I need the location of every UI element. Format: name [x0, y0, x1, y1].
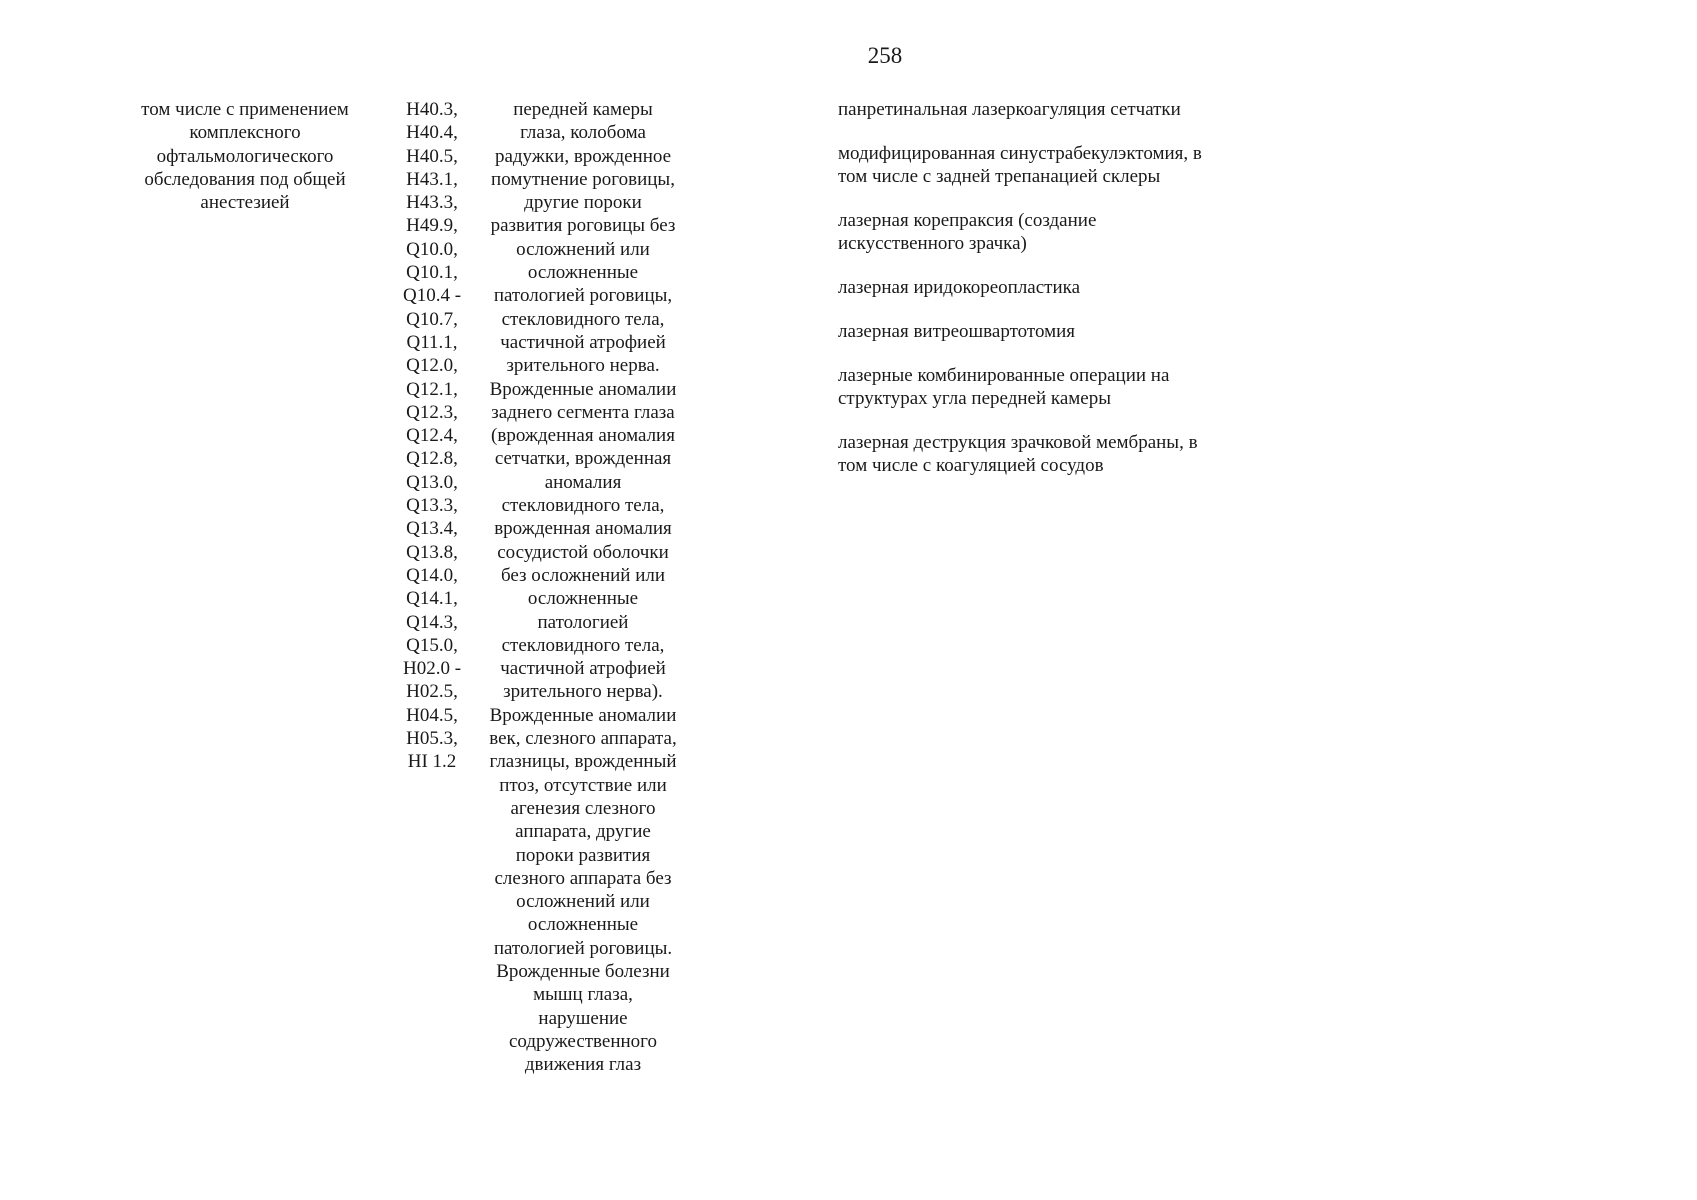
- diagnosis-line: мышц глаза,: [533, 984, 633, 1006]
- page-number: 258: [867, 43, 903, 68]
- diagnosis-line: глазницы, врожденный: [489, 751, 677, 773]
- icd-code: Q13.0,: [406, 471, 458, 493]
- diagnosis-line: осложнений или: [516, 891, 650, 913]
- diagnosis-line: нарушение: [538, 1007, 628, 1029]
- icd-code: Q10.1,: [406, 262, 458, 284]
- diagnosis-line: агенезия слезного: [510, 797, 656, 819]
- icd-code: H02.5,: [406, 681, 458, 703]
- method-item: лазерные комбинированные операции на структурах угла передней камеры: [838, 364, 1170, 409]
- treatment-line: анестезией: [200, 192, 290, 214]
- method-item: модифицированная синустрабекулэктомия, в том числе с задней трепанацией склеры: [838, 142, 1202, 188]
- icd-code: Q10.4 -: [402, 285, 462, 307]
- diagnosis-line: патологией роговицы.: [493, 937, 673, 959]
- icd-code: Q10.0,: [406, 238, 458, 260]
- treatment-column: [125, 98, 365, 214]
- method-item: лазерная иридокореопластика: [838, 276, 1081, 298]
- icd-code: H40.3,: [406, 99, 458, 120]
- diagnosis-line: (врожденная аномалия: [491, 425, 675, 447]
- icd-code: Q15.0,: [406, 634, 458, 656]
- methods-column: [838, 98, 1268, 498]
- diagnosis-line: содружественного: [508, 1030, 658, 1052]
- icd-code: Q12.4,: [406, 425, 458, 447]
- icd-code: H05.3,: [406, 728, 458, 750]
- diagnosis-line: век, слезного аппарата,: [489, 728, 677, 750]
- diagnosis-line: движения глаз: [524, 1054, 642, 1076]
- diagnosis-line: врожденная аномалия: [494, 518, 672, 540]
- icd-code: Q13.3,: [406, 495, 458, 517]
- diagnosis-column: [478, 98, 688, 1076]
- diagnosis-line: стекловидного тела,: [501, 308, 665, 330]
- icd-code: Q12.0,: [406, 355, 458, 377]
- diagnosis-line: без осложнений или: [500, 564, 666, 586]
- icd-codes-column: [396, 98, 468, 774]
- diagnosis-line: другие пороки: [524, 192, 642, 214]
- icd-code: Q12.3,: [406, 401, 458, 423]
- treatment-line: комплексного: [189, 122, 301, 144]
- icd-code: H43.3,: [406, 192, 458, 214]
- icd-code: H04.5,: [406, 704, 458, 726]
- diagnosis-line: осложненные: [527, 914, 639, 936]
- icd-code: Q14.1,: [406, 588, 458, 610]
- treatment-line: том числе с применением: [141, 99, 349, 120]
- diagnosis-line: сетчатки, врожденная: [494, 448, 672, 470]
- diagnosis-line: заднего сегмента глаза: [491, 401, 675, 423]
- icd-code: HI 1.2: [407, 751, 457, 773]
- icd-code: Q12.8,: [406, 448, 458, 470]
- diagnosis-line: частичной атрофией: [500, 658, 666, 680]
- diagnosis-line: слезного аппарата без: [494, 867, 672, 889]
- diagnosis-line: пороки развития: [515, 844, 651, 866]
- diagnosis-line: помутнение роговицы,: [491, 168, 675, 190]
- icd-code: Q11.1,: [406, 331, 458, 353]
- diagnosis-line: сосудистой оболочки: [497, 541, 669, 563]
- method-item: лазерная витреошвартотомия: [838, 320, 1076, 342]
- diagnosis-line: осложнений или: [516, 238, 650, 260]
- diagnosis-line: аппарата, другие: [515, 821, 651, 843]
- diagnosis-line: частичной атрофией: [500, 331, 666, 353]
- method-item: лазерная деструкция зрачковой мембраны, в том числе с коагуляцией сосудов: [838, 431, 1198, 476]
- diagnosis-line: зрительного нерва).: [503, 681, 663, 703]
- icd-code: Q10.7,: [406, 308, 458, 330]
- icd-code: H02.0 -: [402, 658, 462, 680]
- diagnosis-line: осложненные: [527, 588, 639, 610]
- icd-code: Q13.4,: [406, 518, 458, 540]
- diagnosis-line: стекловидного тела,: [501, 634, 665, 656]
- diagnosis-line: птоз, отсутствие или: [499, 774, 667, 796]
- diagnosis-line: патологией роговицы,: [493, 285, 673, 307]
- diagnosis-line: Врожденные болезни: [496, 960, 670, 982]
- diagnosis-line: передней камеры: [513, 99, 653, 120]
- icd-code: Q14.0,: [406, 564, 458, 586]
- diagnosis-line: радужки, врожденное: [494, 145, 672, 167]
- diagnosis-line: Врожденные аномалии: [489, 378, 677, 400]
- method-item: лазерная корепраксия (создание искусственного зрачка): [838, 209, 1097, 255]
- diagnosis-line: глаза, колобома: [520, 122, 646, 144]
- icd-code: H40.4,: [406, 122, 458, 144]
- icd-code: Q13.8,: [406, 541, 458, 563]
- diagnosis-line: осложненные: [527, 262, 639, 284]
- treatment-line: офтальмологического: [156, 145, 334, 167]
- icd-code: Q14.3,: [406, 611, 458, 633]
- diagnosis-line: зрительного нерва.: [506, 355, 660, 377]
- icd-code: Q12.1,: [406, 378, 458, 400]
- icd-code: H43.1,: [406, 168, 458, 190]
- diagnosis-line: Врожденные аномалии: [489, 704, 677, 726]
- icd-code: H40.5,: [406, 145, 458, 167]
- icd-code: H49.9,: [406, 215, 458, 237]
- diagnosis-line: стекловидного тела,: [501, 495, 665, 517]
- diagnosis-line: развития роговицы без: [490, 215, 676, 237]
- method-item: панретинальная лазеркоагуляция сетчатки: [838, 99, 1181, 120]
- diagnosis-line: патологией: [537, 611, 629, 633]
- diagnosis-line: аномалия: [544, 471, 622, 493]
- treatment-line: обследования под общей: [144, 168, 346, 190]
